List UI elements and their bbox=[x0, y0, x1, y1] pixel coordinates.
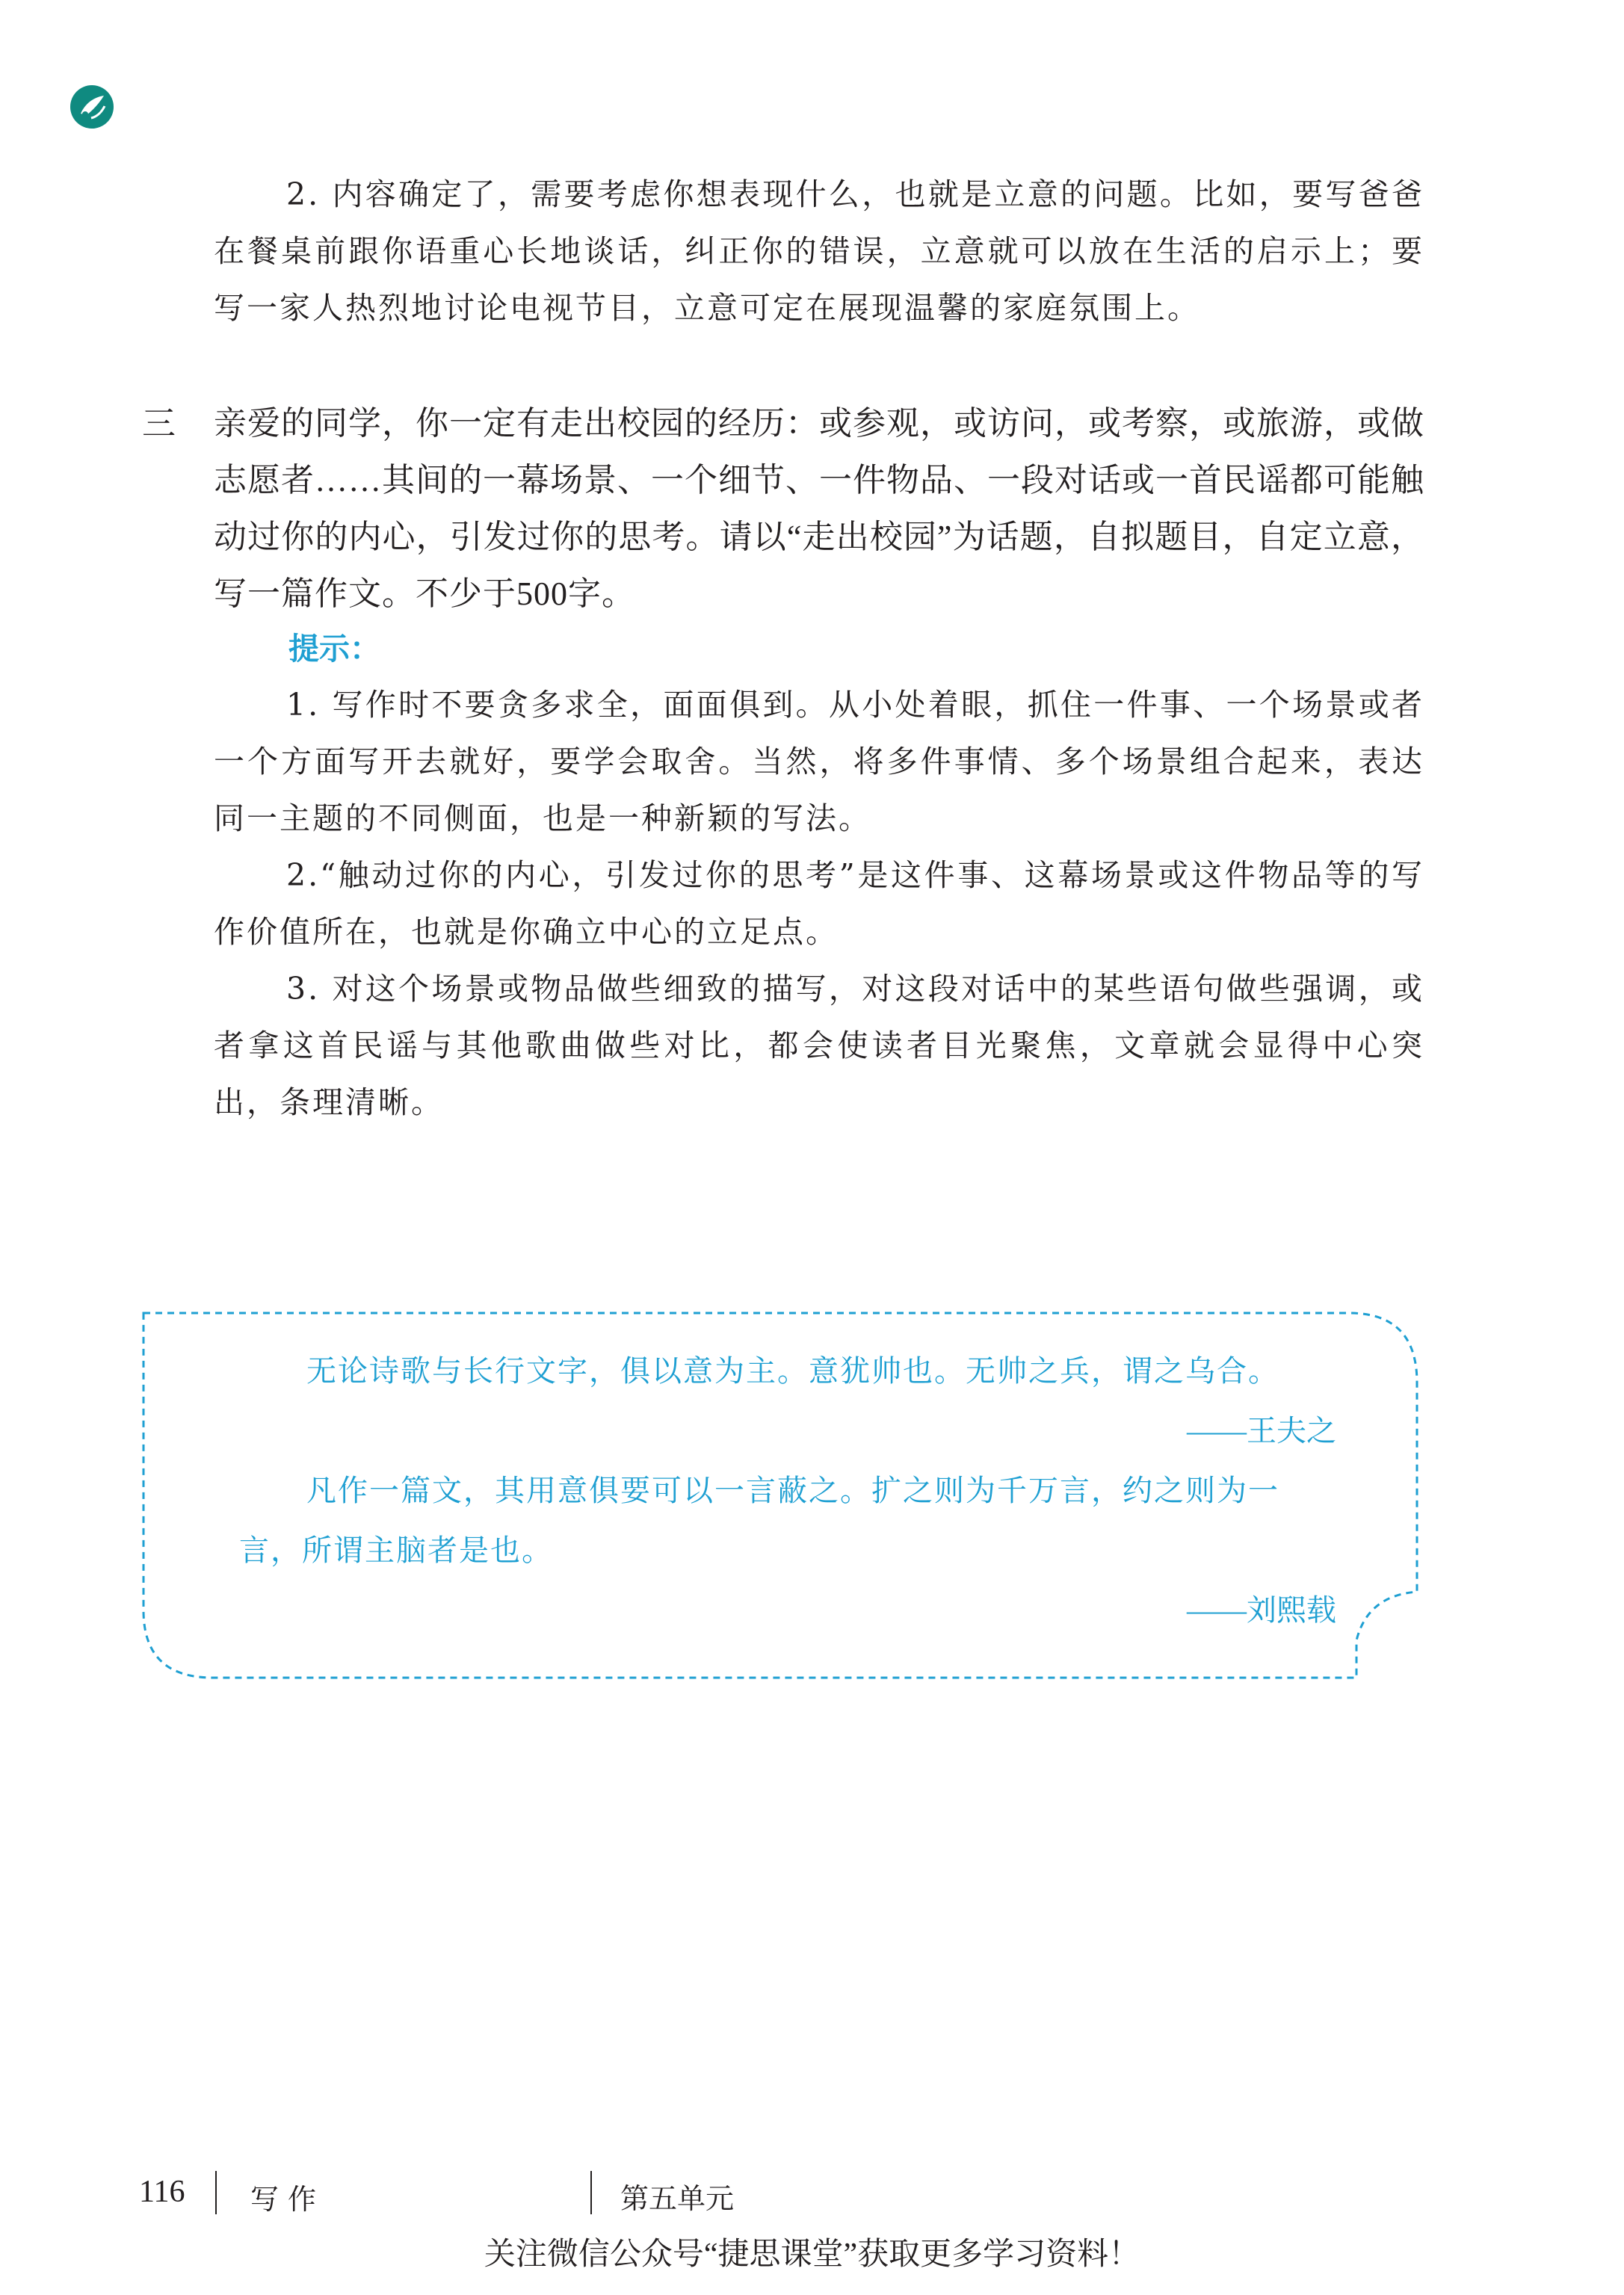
hint-2 bbox=[214, 847, 1424, 960]
text-line: 定立意，写一篇作文。不少于500字。 bbox=[214, 519, 1424, 612]
text-line: 爸爸在餐桌前跟你语重心长地谈话，纠正你的错误，立意就可以放在生活的启示 bbox=[214, 176, 1425, 269]
text-line: 能触动过你的内心，引发过你的思考。请以“走出校园”为话题，自拟题目，自 bbox=[214, 462, 1424, 555]
hint-label: 提示： bbox=[288, 631, 380, 667]
hint-1 bbox=[214, 676, 1424, 847]
text-line: 亲爱的同学，你一定有走出校园的经历：或参观，或访问，或考察，或旅游，或 bbox=[214, 405, 1391, 442]
quote-author: ——刘熙载 bbox=[1187, 1593, 1336, 1627]
hint-paragraph bbox=[214, 960, 1424, 1131]
content-point-2 bbox=[214, 166, 1424, 336]
text-line: 来，表达同一主题的不同侧面，也是一种新颖的写法。 bbox=[214, 744, 1425, 836]
text-line: 上；要写一家人热烈地讨论电视节目，立意可定在展现温馨的家庭氛围上。 bbox=[214, 233, 1425, 326]
section-number: 三 bbox=[142, 404, 176, 442]
text-line: 1. 写作时不要贪多求全，面面俱到。从小处着眼，抓住一件事、一个场景 bbox=[286, 687, 1359, 723]
pen-nib-badge-icon bbox=[69, 84, 115, 130]
text-line: 3. 对这个场景或物品做些细致的描写，对这段对话中的某些语句做些强调， bbox=[286, 971, 1392, 1007]
section-3-prompt bbox=[214, 395, 1424, 623]
text-line: 2.“触动过你的内心，引发过你的思考”是这件事、这幕场景或这件物品等 bbox=[286, 857, 1359, 893]
quote-liu-line: 言，所谓主脑者是也。 bbox=[239, 1533, 553, 1568]
quote-author: ——王夫之 bbox=[1187, 1414, 1336, 1448]
quote-box bbox=[142, 1312, 1426, 1679]
footer-note: 关注微信公众号“捷思课堂”获取更多学习资料！ bbox=[484, 2237, 1140, 2272]
hint-3 bbox=[214, 960, 1424, 1131]
divider bbox=[590, 2171, 592, 2214]
hint-paragraph bbox=[214, 847, 1424, 960]
text-line: 做志愿者……其间的一幕场景、一个细节、一件物品、一段对话或一首民谣都可 bbox=[214, 405, 1424, 498]
text-line: 的写作价值所在，也就是你确立中心的立足点。 bbox=[214, 857, 1424, 950]
page-number: 116 bbox=[139, 2175, 185, 2209]
text-line: 心突出，条理清晰。 bbox=[214, 1028, 1425, 1120]
footer-unit: 第五单元 bbox=[620, 2184, 735, 2215]
divider bbox=[215, 2171, 217, 2214]
quote-wang: 无论诗歌与长行文字，俱以意为主。意犹帅也。无帅之兵，谓之乌合。 bbox=[306, 1354, 1279, 1389]
text-line: 2. 内容确定了，需要考虑你想表现什么，也就是立意的问题。比如，要写 bbox=[286, 176, 1359, 212]
text-line: 或者一个方面写开去就好，要学会取舍。当然，将多件事情、多个场景组合起 bbox=[214, 687, 1425, 779]
hint-paragraph bbox=[214, 676, 1424, 847]
quote-liu-line: 凡作一篇文，其用意俱要可以一言蔽之。扩之则为千万言，约之则为一 bbox=[306, 1474, 1279, 1508]
footer-section: 写作 bbox=[250, 2183, 326, 2216]
point-2-paragraph bbox=[214, 166, 1424, 336]
text-line: 或者拿这首民谣与其他歌曲做些对比，都会使读者目光聚焦，文章就会显得中 bbox=[214, 971, 1424, 1063]
